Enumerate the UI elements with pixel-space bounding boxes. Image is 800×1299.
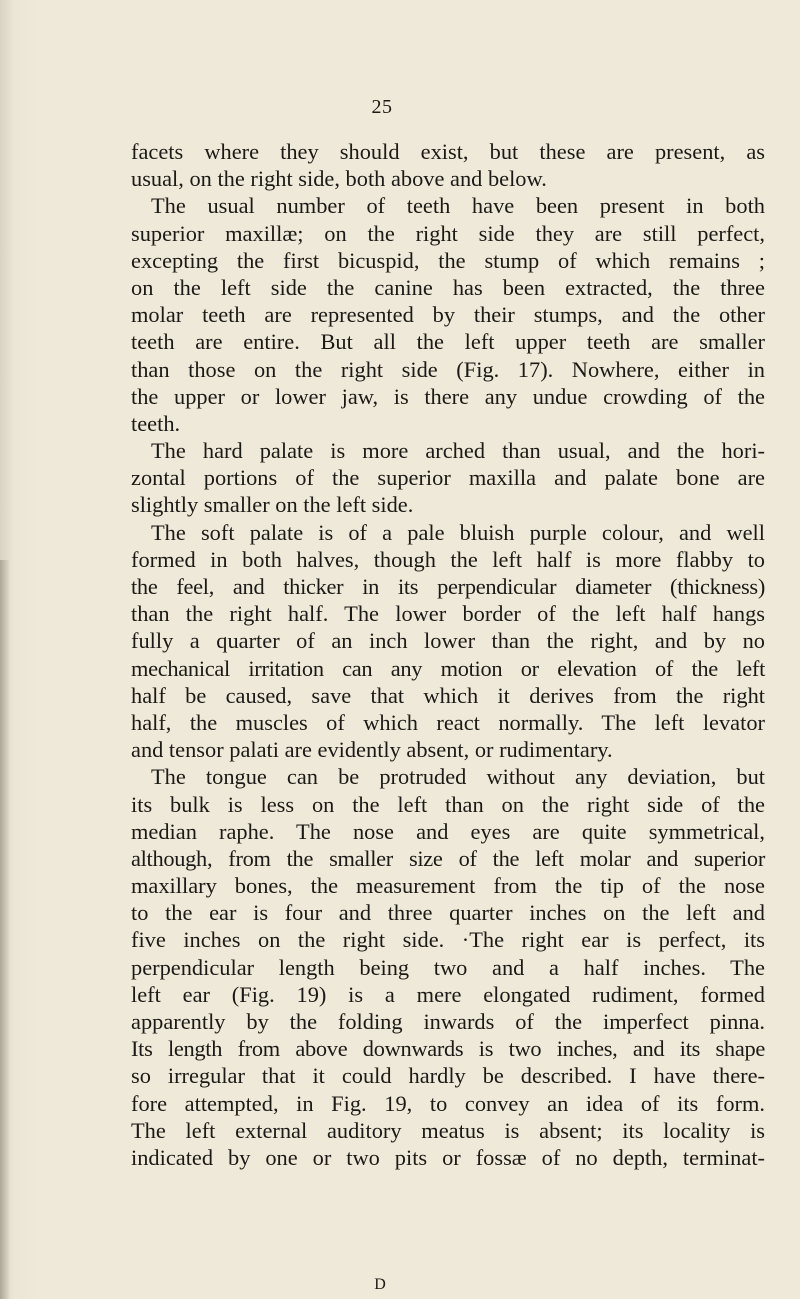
text-line: than those on the right side (Fig. 17). Nowhere, either in: [131, 356, 765, 382]
body-text: [131, 138, 765, 1171]
text-line: so irregular that it could hardly be described. I have there-: [131, 1063, 765, 1089]
text-line: Its length from above downwards is two inches, and its shape: [131, 1036, 765, 1062]
text-line: median raphe. The nose and eyes are quite symmetrical,: [131, 818, 765, 844]
text-line: left ear (Fig. 19) is a mere elongated rudiment, formed: [131, 981, 765, 1007]
text-line: teeth.: [131, 410, 181, 436]
text-line: zontal portions of the superior maxilla and palate bone are: [131, 465, 765, 491]
text-line: maxillary bones, the measurement from the tip of the nose: [131, 873, 765, 899]
text-line: the feel, and thicker in its perpendicular diameter (thickness): [131, 574, 765, 599]
page-edge-shadow: [0, 560, 10, 1299]
text-line: facets where they should exist, but these are present, as: [131, 139, 765, 164]
text-line: although, from the smaller size of the left molar and superior: [131, 845, 765, 871]
text-line: to the ear is four and three quarter inches on the left and: [131, 900, 765, 926]
text-line: half, the muscles of which react normally. The left levator: [131, 709, 765, 735]
text-line: The hard palate is more arched than usual, and the hori-: [151, 438, 765, 464]
text-line: slightly smaller on the left side.: [131, 492, 414, 518]
text-line: five inches on the right side. ·The right ear is perfect, its: [131, 927, 765, 953]
text-line: molar teeth are represented by their stumps, and the other: [131, 302, 765, 328]
text-line: indicated by one or two pits or fossæ of no depth, terminat-: [131, 1144, 765, 1170]
text-line: apparently by the folding inwards of the imperfect pinna.: [131, 1009, 765, 1034]
text-line: excepting the first bicuspid, the stump of which remains ;: [131, 247, 765, 273]
text-line: The tongue can be protruded without any deviation, but: [151, 764, 765, 790]
text-line: teeth are entire. But all the left upper teeth are smaller: [131, 329, 765, 355]
text-line: The left external auditory meatus is absent; its locality is: [131, 1117, 765, 1143]
text-line: superior maxillæ; on the right side they are still perfect,: [131, 220, 765, 246]
text-line: half be caused, save that which it derives from the right: [131, 682, 765, 708]
signature-mark: D: [374, 1276, 386, 1293]
text-line: usual, on the right side, both above and below.: [131, 166, 547, 192]
text-line: formed in both halves, though the left half is more flabby to: [131, 546, 765, 572]
text-line: its bulk is less on the left than on the right side of the: [131, 791, 765, 817]
page-number: 25: [371, 96, 393, 118]
text-line: fore attempted, in Fig. 19, to convey an idea of its form.: [131, 1090, 765, 1116]
text-line: The soft palate is of a pale bluish purple colour, and well: [151, 519, 765, 545]
text-line: and tensor palati are evidently absent, or rudimentary.: [131, 737, 613, 763]
text-line: fully a quarter of an inch lower than the right, and by no: [131, 628, 765, 654]
text-line: the upper or lower jaw, is there any undue crowding of the: [131, 383, 765, 409]
text-line: mechanical irritation can any motion or elevation of the left: [131, 655, 765, 681]
text-line: than the right half. The lower border of the left half hangs: [131, 601, 765, 627]
text-line: The usual number of teeth have been present in both: [151, 193, 765, 219]
text-line: perpendicular length being two and a half inches. The: [131, 954, 765, 980]
text-line: on the left side the canine has been extracted, the three: [131, 274, 765, 300]
